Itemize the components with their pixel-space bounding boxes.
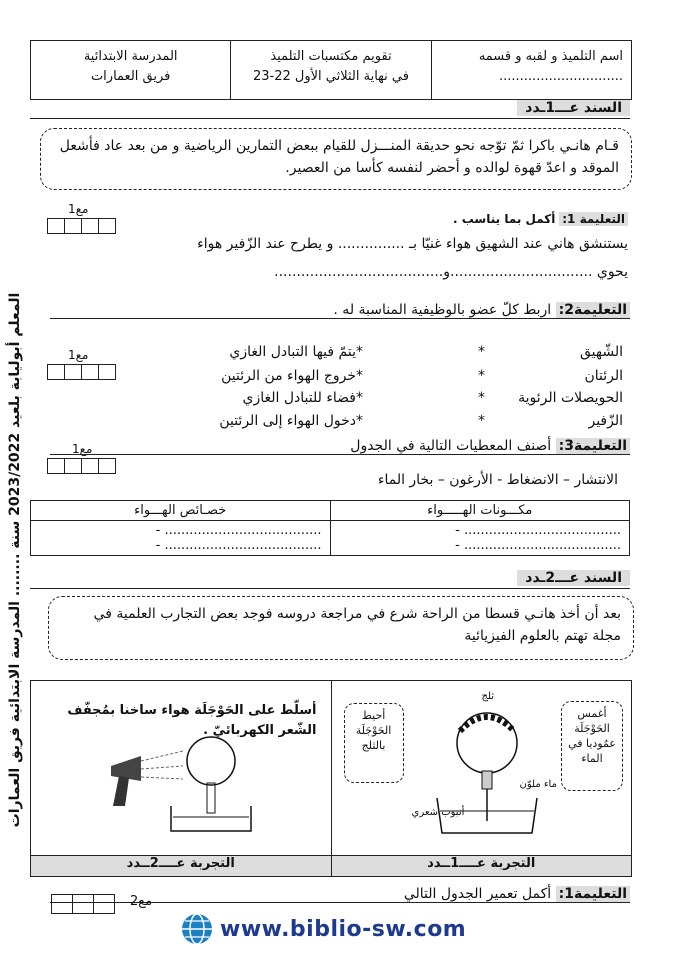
match-dot-1[interactable]: * <box>478 344 485 360</box>
instruction-1: التعليمة 1: أكمل بما يناسب . <box>453 212 628 226</box>
instruction-3: التعليمة3: أصنف المعطيات التالية في الجدول <box>50 438 630 455</box>
function-3: *فضاء للتبادل الغازي <box>242 390 363 406</box>
experiment-1-caption: التجربة عــــ1ــدد <box>332 855 632 876</box>
organ-2: الرئتان <box>584 368 623 384</box>
globe-icon <box>180 912 214 946</box>
score-label-1: مع1 <box>68 202 89 216</box>
passage-1: قـام هانـي باكرا ثمّ توّجه نحو حديقة المنـــزل للقيام ببعض التمارين الرياضية و من بعد عاد فأشعل الموقد و اعدّ قهوة لوالده و أحضر لنفسه كأسا من العصير. <box>40 128 632 190</box>
instruction-4: التعليمة1: أكمل تعمير الجدول التالي <box>50 886 630 903</box>
organ-4: الزّفير <box>588 413 623 429</box>
school-name: المدرسة الابتدائية <box>83 49 178 64</box>
header-table <box>30 40 632 100</box>
sanad-1-bar <box>30 100 630 119</box>
items-to-classify: الانتشار – الانضغاط - الأرغون – بخار الماء <box>377 472 618 488</box>
sanad-1-label: السند عـــ1ـدد <box>517 100 630 116</box>
experiment-2-cell <box>31 681 331 876</box>
experiments-table <box>30 680 632 877</box>
function-4: *دخول الهواء إلى الرئتين <box>219 413 363 429</box>
header-school-cell <box>31 41 230 99</box>
experiment-2-caption: التجربة عــــ2ــدد <box>31 855 331 876</box>
score-label-2: مع1 <box>68 348 89 362</box>
flask-water-illustration <box>402 693 572 843</box>
score-boxes-4 <box>52 894 115 914</box>
eval-title: تقويم مكتسبات التلميذ <box>270 49 392 64</box>
score-label-3: مع1 <box>72 442 93 456</box>
properties-cell[interactable]: - ...................................... - ...................................... <box>31 521 331 556</box>
side-teacher-text: المعلم أبوليابة بلعيد 2023/2022 سنة ........ المدرسة الابتدائية فريق العمارات <box>7 292 23 828</box>
match-dot-2[interactable]: * <box>478 368 485 384</box>
label-water: ماء ملوّن <box>519 779 557 790</box>
components-cell[interactable]: - ...................................... - ...................................... <box>330 521 630 556</box>
score-boxes-2 <box>48 364 116 380</box>
label-ice: ثلج <box>481 691 495 702</box>
col-components: مكـــونات الهـــــواء <box>330 501 630 521</box>
organ-3: الحويصلات الرئوية <box>518 390 623 406</box>
label-tube: أنبوب شعري <box>411 807 465 818</box>
match-dot-3[interactable]: * <box>478 390 485 406</box>
experiment-2-instruction: أسلّط على الحَوْجَلَة هواء ساخنا بمُجفّف الشّعر الكهربائيّ . <box>67 703 317 738</box>
experiment-1-cell <box>331 681 632 876</box>
classification-table <box>30 500 630 556</box>
passage-2: بعد أن أخذ هانـي قسطا من الراحة شرع في مراجعة دروسه فوجد بعض التجارب العلمية في مجلة تهتم بالعلوم الفيزيائية <box>48 596 634 660</box>
function-2: *خروج الهواء من الرئتين <box>221 368 363 384</box>
instruction-2: التعليمة2: اربط كلّ عضو بالوظيفية المناسبة له . <box>50 302 630 319</box>
hair-dryer-illustration <box>91 721 271 841</box>
student-label: اسم التلميذ و لقبه و قسمه <box>478 49 623 64</box>
organ-1: الشّهيق <box>580 344 623 360</box>
eval-period: في نهاية الثلاثي الأول 22-23 <box>252 69 409 84</box>
score-label-4: مع2 <box>130 894 153 909</box>
team-name: فريق العمارات <box>90 69 171 84</box>
sanad-2-bar <box>30 570 630 589</box>
score-boxes-3 <box>48 458 116 474</box>
header-eval-cell <box>230 41 430 99</box>
score-boxes-1 <box>48 218 116 234</box>
watermark <box>180 912 466 946</box>
watermark-url: www.biblio-sw.com <box>220 916 467 942</box>
note-immerse: أغمس الحَوْجَلَة عمُوديا في الماء <box>561 701 623 791</box>
student-dots: .............................. <box>499 69 623 84</box>
match-dot-4[interactable]: * <box>478 413 485 429</box>
col-properties: خصـائص الهـــواء <box>31 501 331 521</box>
instruction-1-line-2: يحوي ................................و...................................... <box>274 264 628 280</box>
sanad-2-label: السند عـــ2ـدد <box>517 570 630 586</box>
function-1: *يتمّ فيها التبادل الغازي <box>229 344 363 360</box>
instruction-1-line-1: يستنشق هاني عند الشهيق هواء غنيّا بـ ............... و يطرح عند الزّفير هواء <box>197 236 628 252</box>
note-ice: أحيط الحَوْجَلَة بالثلج <box>344 703 404 783</box>
header-student-cell <box>431 41 631 99</box>
